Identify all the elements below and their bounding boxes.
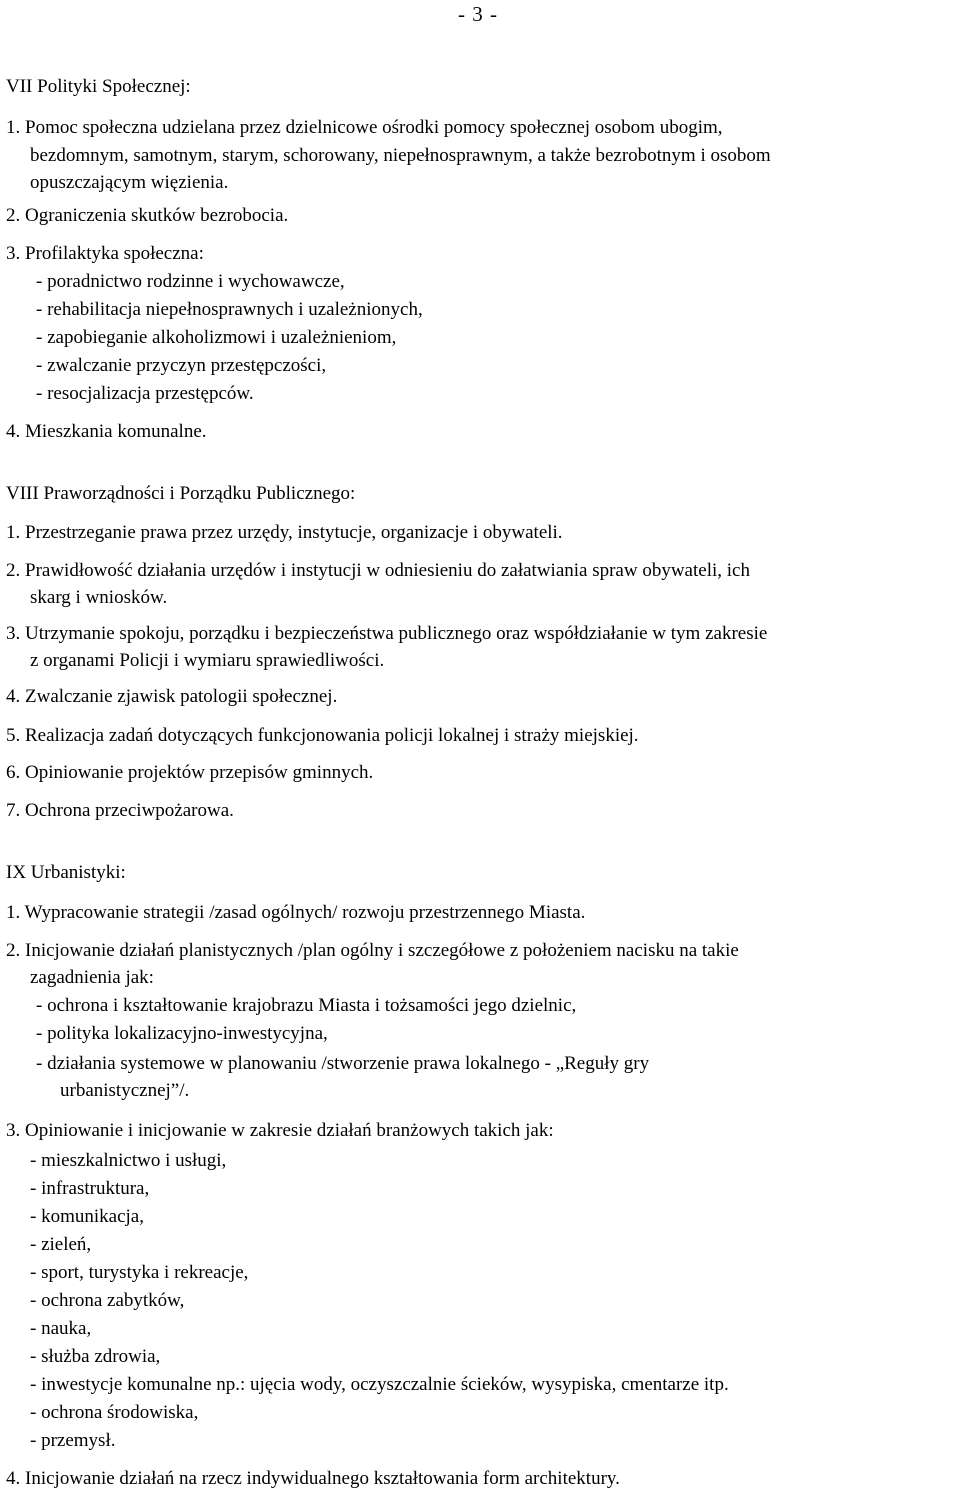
sub-item: - przemysł. — [30, 1430, 116, 1451]
sub-item: - zwalczanie przyczyn przestępczości, — [36, 355, 327, 376]
list-item: 4. Mieszkania komunalne. — [6, 421, 207, 442]
sub-item: - polityka lokalizacyjno-inwestycyjna, — [36, 1023, 328, 1044]
sub-item: - inwestycje komunalne np.: ujęcia wody, oczyszczalnie ścieków, wysypiska, cmentarze itp. — [30, 1374, 729, 1395]
sub-item: - nauka, — [30, 1318, 92, 1339]
list-item: 7. Ochrona przeciwpożarowa. — [6, 800, 234, 821]
sub-item: - sport, turystyka i rekreacje, — [30, 1262, 249, 1283]
section-heading-ix: IX Urbanistyki: — [6, 862, 126, 883]
list-item: 3. Utrzymanie spokoju, porządku i bezpieczeństwa publicznego oraz współdziałanie w tym zakresie — [6, 623, 768, 644]
sub-item: - ochrona środowiska, — [30, 1402, 199, 1423]
list-item: 1. Przestrzeganie prawa przez urzędy, instytucje, organizacje i obywateli. — [6, 522, 563, 543]
list-item-continuation: z organami Policji i wymiaru sprawiedliwości. — [30, 650, 385, 671]
section-heading-viii: VIII Praworządności i Porządku Publicznego: — [6, 483, 356, 504]
sub-item: - służba zdrowia, — [30, 1346, 161, 1367]
list-item: 4. Inicjowanie działań na rzecz indywidualnego kształtowania form architektury. — [6, 1468, 620, 1489]
list-item-continuation: opuszczającym więzienia. — [30, 172, 229, 193]
list-item: 6. Opiniowanie projektów przepisów gminnych. — [6, 762, 374, 783]
list-item: 1. Pomoc społeczna udzielana przez dzielnicowe ośrodki pomocy społecznej osobom ubogim, — [6, 117, 723, 138]
sub-item: - mieszkalnictwo i usługi, — [30, 1150, 227, 1171]
sub-item: - działania systemowe w planowaniu /stworzenie prawa lokalnego - „Reguły gry — [36, 1053, 650, 1074]
list-item: 2. Prawidłowość działania urzędów i instytucji w odniesieniu do załatwiania spraw obywateli, ich — [6, 560, 750, 581]
sub-item: - rehabilitacja niepełnosprawnych i uzależnionych, — [36, 299, 423, 320]
sub-item-continuation: urbanistycznej”/. — [60, 1080, 190, 1101]
section-heading-vii: VII Polityki Społecznej: — [6, 76, 191, 97]
list-item-continuation: zagadnienia jak: — [30, 967, 154, 988]
sub-item: - zapobieganie alkoholizmowi i uzależnieniom, — [36, 327, 397, 348]
list-item: 5. Realizacja zadań dotyczących funkcjonowania policji lokalnej i straży miejskiej. — [6, 725, 639, 746]
sub-item: - infrastruktura, — [30, 1178, 150, 1199]
list-item: 1. Wypracowanie strategii /zasad ogólnych/ rozwoju przestrzennego Miasta. — [6, 902, 586, 923]
sub-item: - ochrona i kształtowanie krajobrazu Miasta i tożsamości jego dzielnic, — [36, 995, 577, 1016]
list-item: 2. Ograniczenia skutków bezrobocia. — [6, 205, 289, 226]
sub-item: - resocjalizacja przestępców. — [36, 383, 254, 404]
list-item: 3. Profilaktyka społeczna: — [6, 243, 204, 264]
list-item-continuation: bezdomnym, samotnym, starym, schorowany, niepełnosprawnym, a także bezrobotnym i osobom — [30, 145, 771, 166]
list-item: 4. Zwalczanie zjawisk patologii społecznej. — [6, 686, 338, 707]
list-item-continuation: skarg i wniosków. — [30, 587, 168, 608]
page-number: - 3 - — [458, 2, 498, 26]
sub-item: - zieleń, — [30, 1234, 92, 1255]
sub-item: - komunikacja, — [30, 1206, 144, 1227]
list-item: 3. Opiniowanie i inicjowanie w zakresie działań branżowych takich jak: — [6, 1120, 554, 1141]
list-item: 2. Inicjowanie działań planistycznych /plan ogólny i szczegółowe z położeniem nacisku na takie — [6, 940, 739, 961]
sub-item: - ochrona zabytków, — [30, 1290, 185, 1311]
sub-item: - poradnictwo rodzinne i wychowawcze, — [36, 271, 345, 292]
